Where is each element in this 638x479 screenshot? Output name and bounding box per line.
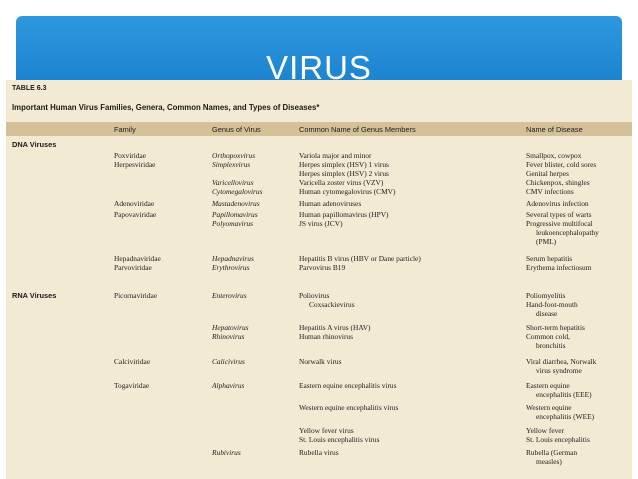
table-cell-disease: St. Louis encephalitis (526, 435, 590, 444)
table-cell-disease: Genital herpes (526, 169, 569, 178)
table-cell-disease: Poliomyelitis (526, 291, 566, 300)
table-cell-disease: Erythema infectiosum (526, 263, 592, 272)
table-cell-disease: Rubella (German (526, 448, 578, 457)
table-cell-common-name: Herpes simplex (HSV) 1 virus (299, 160, 389, 169)
table-cell-common-name: Human adenoviruses (299, 199, 362, 208)
group-label-dna: DNA Viruses (12, 140, 57, 149)
column-header-family: Family (114, 125, 136, 134)
table-cell-family: Parvoviridae (114, 263, 152, 272)
table-cell-common-name: Human rhinovirus (299, 332, 353, 341)
table-cell-common-name: Variola major and minor (299, 151, 372, 160)
table-cell-disease: Smallpox, cowpox (526, 151, 582, 160)
table-cell-genus: Alphavirus (212, 381, 245, 390)
table-cell-disease: Adenovirus infection (526, 199, 589, 208)
table-cell-genus: Orthopoxvirus (212, 151, 256, 160)
table-cell-genus: Rubivirus (212, 448, 241, 457)
table-cell-family: Calciviridae (114, 357, 151, 366)
table-cell-disease: Hand-foot-mouth (526, 300, 578, 309)
table-cell-disease: encephalitis (EEE) (536, 390, 592, 399)
table-cell-disease: Several types of warts (526, 210, 592, 219)
table-cell-disease: Fever blister, cold sores (526, 160, 597, 169)
table-cell-disease: CMV infections (526, 187, 574, 196)
table-cell-disease: Eastern equine (526, 381, 570, 390)
table-cell-disease: Viral diarrhea, Norwalk (526, 357, 597, 366)
table-cell-genus: Rhinovirus (212, 332, 245, 341)
group-label-rna: RNA Viruses (12, 291, 57, 300)
table-cell-family: Papovaviridae (114, 210, 157, 219)
table-cell-genus: Mastadenovirus (212, 199, 260, 208)
table-cell-common-name: Rubella virus (299, 448, 339, 457)
table-cell-common-name: Hepatitis A virus (HAV) (299, 323, 371, 332)
table-cell-common-name: Human cytomegalovirus (CMV) (299, 187, 396, 196)
table-cell-common-name: Western equine encephalitis virus (299, 403, 399, 412)
table-caption: Important Human Virus Families, Genera, Common Names, and Types of Diseases* (12, 103, 320, 112)
table-cell-genus: Calicivirus (212, 357, 245, 366)
table-cell-disease: leukoencephalopathy (536, 228, 599, 237)
table-cell-common-name: JS virus (JCV) (299, 219, 343, 228)
table-cell-family: Togaviridae (114, 381, 150, 390)
table-cell-common-name: Human papillomavirus (HPV) (299, 210, 389, 219)
table-cell-genus: Papillomavirus (212, 210, 258, 219)
virus-table (6, 80, 632, 479)
table-cell-disease: Short-term hepatitis (526, 323, 585, 332)
column-header-disease: Name of Disease (526, 125, 583, 134)
table-cell-common-name: Parvovirus B19 (299, 263, 346, 272)
table-cell-genus: Hepadnavirus (212, 254, 254, 263)
table-cell-disease: Progressive multifocal (526, 219, 593, 228)
table-cell-common-name: Varicella zoster virus (VZV) (299, 178, 384, 187)
table-cell-common-name: Herpes simplex (HSV) 2 virus (299, 169, 389, 178)
table-cell-disease: disease (536, 309, 558, 318)
table-cell-family: Adenoviridae (114, 199, 155, 208)
table-label: TABLE 6.3 (12, 85, 47, 92)
table-cell-common-name: Yellow fever virus (299, 426, 354, 435)
column-header-common-name: Common Name of Genus Members (299, 125, 416, 134)
table-cell-disease: (PML) (536, 237, 557, 246)
table-cell-family: Hepadnaviridae (114, 254, 161, 263)
table-cell-genus: Simplexvirus (212, 160, 251, 169)
table-cell-genus: Hepatovirus (212, 323, 249, 332)
table-cell-disease: bronchitis (536, 341, 566, 350)
table-cell-common-name: Eastern equine encephalitis virus (299, 381, 397, 390)
table-cell-disease: Western equine (526, 403, 572, 412)
table-cell-family: Picornaviridae (114, 291, 158, 300)
table-cell-family: Herpesviridae (114, 160, 156, 169)
table-cell-genus: Enterovirus (212, 291, 247, 300)
table-cell-disease: Chickenpox, shingles (526, 178, 590, 187)
table-cell-disease: virus syndrome (536, 366, 582, 375)
table-cell-disease: measles) (536, 457, 562, 466)
table-cell-disease: Yellow fever (526, 426, 565, 435)
table-cell-family: Poxviridae (114, 151, 147, 160)
table-cell-disease: Serum hepatitis (526, 254, 573, 263)
table-cell-genus: Varicellovirus (212, 178, 254, 187)
table-cell-common-name: St. Louis encephalitis virus (299, 435, 380, 444)
table-cell-genus: Cytomegalovirus (212, 187, 263, 196)
slide-title: VIRUS (266, 49, 372, 86)
table-cell-common-name: Coxsackievirus (309, 300, 355, 309)
table-cell-disease: Common cold, (526, 332, 570, 341)
table-cell-disease: encephalitis (WEE) (536, 412, 595, 421)
table-cell-genus: Polyomavirus (212, 219, 254, 228)
table-cell-genus: Erythrovirus (212, 263, 250, 272)
table-cell-common-name: Norwalk virus (299, 357, 342, 366)
table-cell-common-name: Hepatitis B virus (HBV or Dane particle) (299, 254, 421, 263)
column-header-genus: Genus of Virus (212, 125, 261, 134)
table-cell-common-name: Poliovirus (299, 291, 330, 300)
